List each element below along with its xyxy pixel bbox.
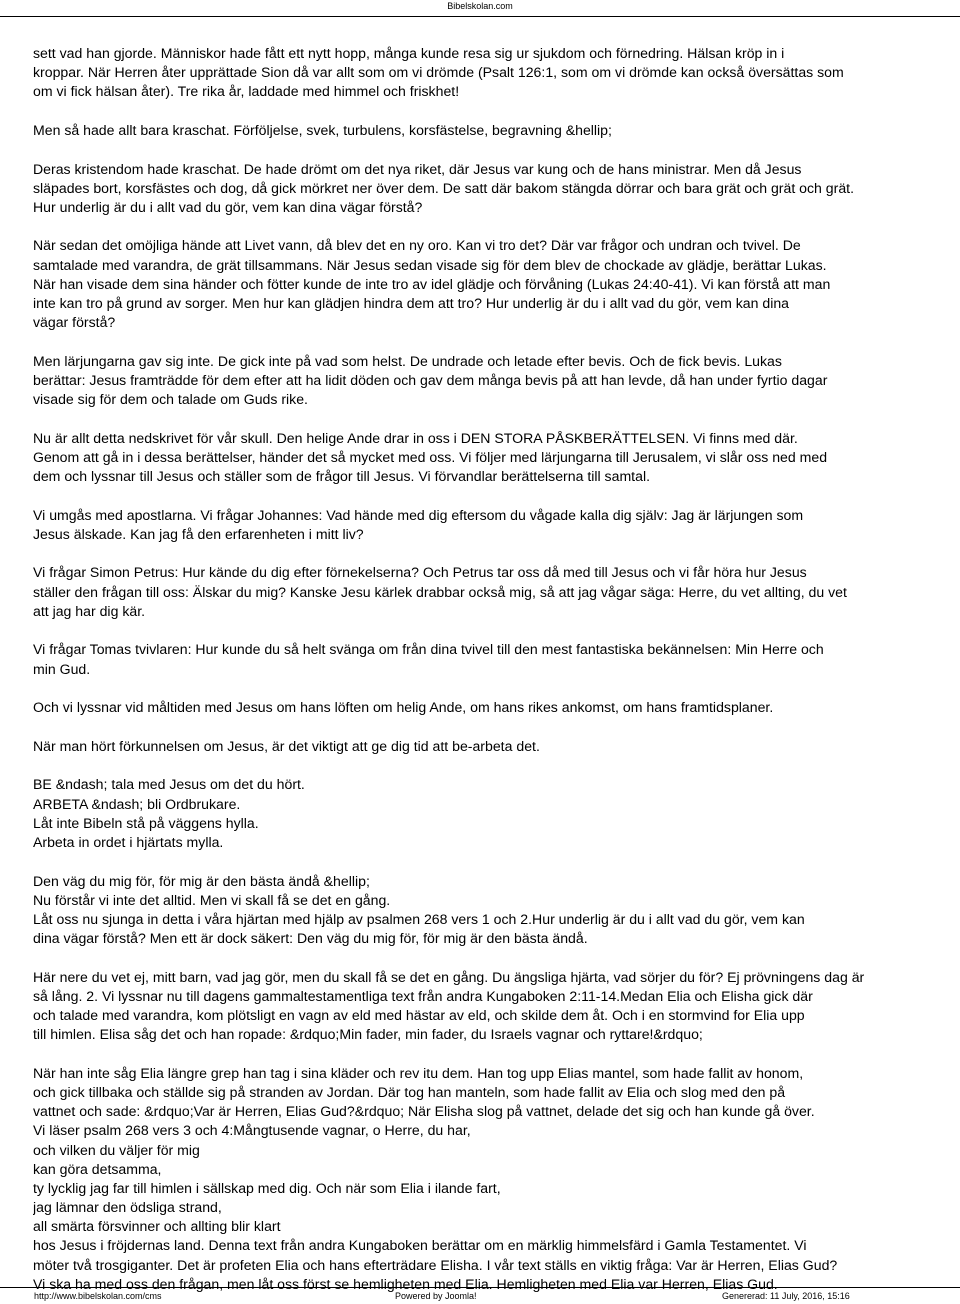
text-line: När han visade dem sina händer och fötter kunde de inte tro av idel glädje och förvåning (Lukas 24:40-41). Vi kan förstå att man [33, 275, 831, 292]
footer-generated-date: Genererad: 11 July, 2016, 15:16 [722, 1291, 850, 1301]
paragraph-gap [33, 217, 960, 236]
text-line: så lång. 2. Vi lyssnar nu till dagens gammaltestamentliga text från andra Kungaboken 2:11-14.Medan Elia och Elisha gick där [33, 987, 813, 1004]
text-line: och vilken du väljer för mig [33, 1141, 200, 1158]
text-line: kan göra detsamma, [33, 1160, 162, 1177]
text-line: ty lycklig jag far till himlen i sällskap med dig. Och när som Elia i ilande fart, [33, 1179, 501, 1196]
text-line: släpades bort, korsfästes och dog, då gick mörkret ner över dem. De satt där bakom stängda dörrar och bara grät och grät och grät. [33, 179, 854, 196]
text-line: och talade med varandra, kom plötsligt en vagn av eld med hästar av eld, och skilde dem åt. Och i en stormvind for Elia upp [33, 1007, 805, 1024]
text-line: Nu är allt detta nedskrivet för vår skull. Den helige Ande drar in oss i DEN STORA PÅSKBERÄTTELSEN. Vi finns med där. [33, 429, 798, 446]
text-line: kroppar. När Herren åter upprättade Sion då var allt som om vi drömde (Psalt 126:1, som om vi drömde kan också översättas som [33, 64, 844, 81]
text-line: till himlen. Elisa såg det och han ropade: &rdquo;Min fader, min fader, du Israels vagnar och ryttare!&rdquo; [33, 1026, 703, 1043]
text-line: Jesus älskade. Kan jag få den erfarenheten i mitt liv? [33, 525, 364, 542]
text-line: dina vägar förstå? Men ett är dock säkert: Den väg du mig för, för mig är den bästa ändå. [33, 930, 588, 947]
text-line: Vi frågar Simon Petrus: Hur kände du dig efter förnekelserna? Och Petrus tar oss då med till Jesus och vi får höra hur Jesus [33, 564, 807, 581]
text-line: Hur underlig är du i allt vad du gör, vem kan dina vägar förstå? [33, 198, 423, 215]
text-line: all smärta försvinner och allting blir klart [33, 1218, 281, 1235]
paragraph-gap [33, 621, 960, 640]
text-line: Här nere du vet ej, mitt barn, vad jag gör, men du skall få se det en gång. Du ängsliga hjärta, vad sörjer du för? Ej prövningens dag är [33, 968, 865, 985]
text-line: När man hört förkunnelsen om Jesus, är det viktigt att ge dig tid att be-arbeta det. [33, 737, 540, 754]
footer-url[interactable]: http://www.bibelskolan.com/cms [34, 1291, 162, 1301]
text-line: vägar förstå? [33, 314, 116, 331]
paragraph-gap [33, 852, 960, 871]
text-line: ARBETA &ndash; bli Ordbrukare. [33, 795, 241, 812]
text-line: BE &ndash; tala med Jesus om det du hört. [33, 776, 305, 793]
text-line: Vi läser psalm 268 vers 3 och 4:Mångtusende vagnar, o Herre, du har, [33, 1122, 471, 1139]
text-line: Den väg du mig för, för mig är den bästa ändå &hellip; [33, 872, 370, 889]
paragraph-gap [33, 717, 960, 736]
text-line: Låt oss nu sjunga in detta i våra hjärtan med hjälp av psalmen 268 vers 1 och 2.Hur underlig är du i allt vad du gör, vem kan [33, 910, 805, 927]
text-line: När sedan det omöjliga hände att Livet vann, då blev det en ny oro. Kan vi tro det? Där var frågor och undran och tvivel. De [33, 237, 801, 254]
paragraph-gap [33, 948, 960, 967]
text-line: om vi fick hälsan åter). Tre rika år, laddade med himmel och friskhet! [33, 83, 460, 100]
page-footer [0, 1287, 960, 1304]
text-line: Arbeta in ordet i hjärtats mylla. [33, 833, 224, 850]
text-line: jag lämnar den ödsliga strand, [33, 1199, 222, 1216]
paragraph-gap [33, 140, 960, 159]
footer-powered-by: Powered by Joomla! [395, 1291, 477, 1301]
text-line: inte kan tro på grund av sorger. Men hur kan glädjen hindra dem att tro? Hur underlig är du i allt vad du gör, vem kan dina [33, 295, 790, 312]
paragraph-gap [33, 102, 960, 121]
page-header [0, 0, 960, 17]
paragraph-gap [33, 756, 960, 775]
text-line: vattnet och sade: &rdquo;Var är Herren, Elias Gud?&rdquo; När Elisha slog på vattnet, delade det sig och han kunde gå över. [33, 1103, 815, 1120]
text-line: Vi ska ha med oss den frågan, men låt oss först se hemligheten med Elia. Hemligheten med Elia var Herren, Elias Gud. [33, 1275, 778, 1292]
site-name: Bibelskolan.com [447, 1, 513, 11]
paragraph-gap [33, 679, 960, 698]
paragraph-gap [33, 332, 960, 351]
text-line: ställer den frågan till oss: Älskar du mig? Kanske Jesu kärlek drabbar också mig, så att jag vågar säga: Herre, du vet allting, du vet [33, 583, 847, 600]
text-line: Nu förstår vi inte det alltid. Men vi skall få se det en gång. [33, 891, 391, 908]
text-line: berättar: Jesus framträdde för dem efter att ha lidit döden och gav dem många bevis på att han levde, då han under fyrtio dagar [33, 372, 828, 388]
text-line: sett vad han gjorde. Människor hade fått ett nytt hopp, många kunde resa sig ur sjukdom och förnedring. Hälsan kröp in i [33, 45, 785, 61]
text-line: samtalade med varandra, de grät tillsammans. När Jesus sedan visade sig för dem blev de chockade av glädje, berättar Lukas. [33, 256, 827, 273]
text-line: Men lärjungarna gav sig inte. De gick inte på vad som helst. De undrade och letade efter bevis. Och de fick bevis. Lukas [33, 352, 782, 369]
text-line: Men så hade allt bara kraschat. Förföljelse, svek, turbulens, korsfästelse, begravning &hellip; [33, 121, 612, 138]
text-line: Vi frågar Tomas tvivlaren: Hur kunde du så helt svänga om från dina tvivel till den mest fantastiska bekännelsen: Min Herre och [33, 641, 824, 658]
text-line: Deras kristendom hade kraschat. De hade drömt om det nya riket, där Jesus var kung och de hans ministrar. Men då Jesus [33, 160, 802, 177]
text-line: min Gud. [33, 660, 91, 677]
text-line: Låt inte Bibeln stå på väggens hylla. [33, 814, 259, 831]
text-line: dem och lyssnar till Jesus och ställer som de frågor till Jesus. Vi förvandlar berättelserna till samtal. [33, 468, 650, 485]
text-line: och gick tillbaka och ställde sig på stranden av Jordan. Där tog han manteln, som hade fallit av Elia och slog med den på [33, 1083, 786, 1100]
text-line: att jag har dig kär. [33, 602, 146, 619]
text-line: hos Jesus i fröjdernas land. Denna text från andra Kungaboken berättar om en märklig himmelsfärd i Gamla Testamentet. Vi [33, 1237, 807, 1254]
text-line: visade sig för dem och talade om Guds rike. [33, 391, 308, 408]
paragraph-gap [33, 409, 960, 428]
paragraph-gap [33, 544, 960, 563]
text-line: Och vi lyssnar vid måltiden med Jesus om hans löften om helig Ande, om hans rikes ankomst, om hans framtidsplaner. [33, 699, 774, 716]
article-body [33, 44, 960, 1294]
text-line: När han inte såg Elia längre grep han tag i sina kläder och rev itu dem. Han tog upp Elias mantel, som hade fallit av honom, [33, 1064, 804, 1081]
paragraph-gap [33, 486, 960, 505]
text-line: Genom att gå in i dessa berättelser, händer det så mycket med oss. Vi följer med lärjungarna till Jerusalem, vi slår oss ned med [33, 448, 828, 465]
text-line: möter två trosgiganter. Det är profeten Elia och hans efterträdare Elisha. I vår text ställs en viktig fråga: Var är Herren, Elias Gud? [33, 1256, 838, 1273]
text-line: Vi umgås med apostlarna. Vi frågar Johannes: Vad hände med dig eftersom du vågade kalla dig själv: Jag är lärjungen som [33, 506, 804, 523]
paragraph-gap [33, 1044, 960, 1063]
